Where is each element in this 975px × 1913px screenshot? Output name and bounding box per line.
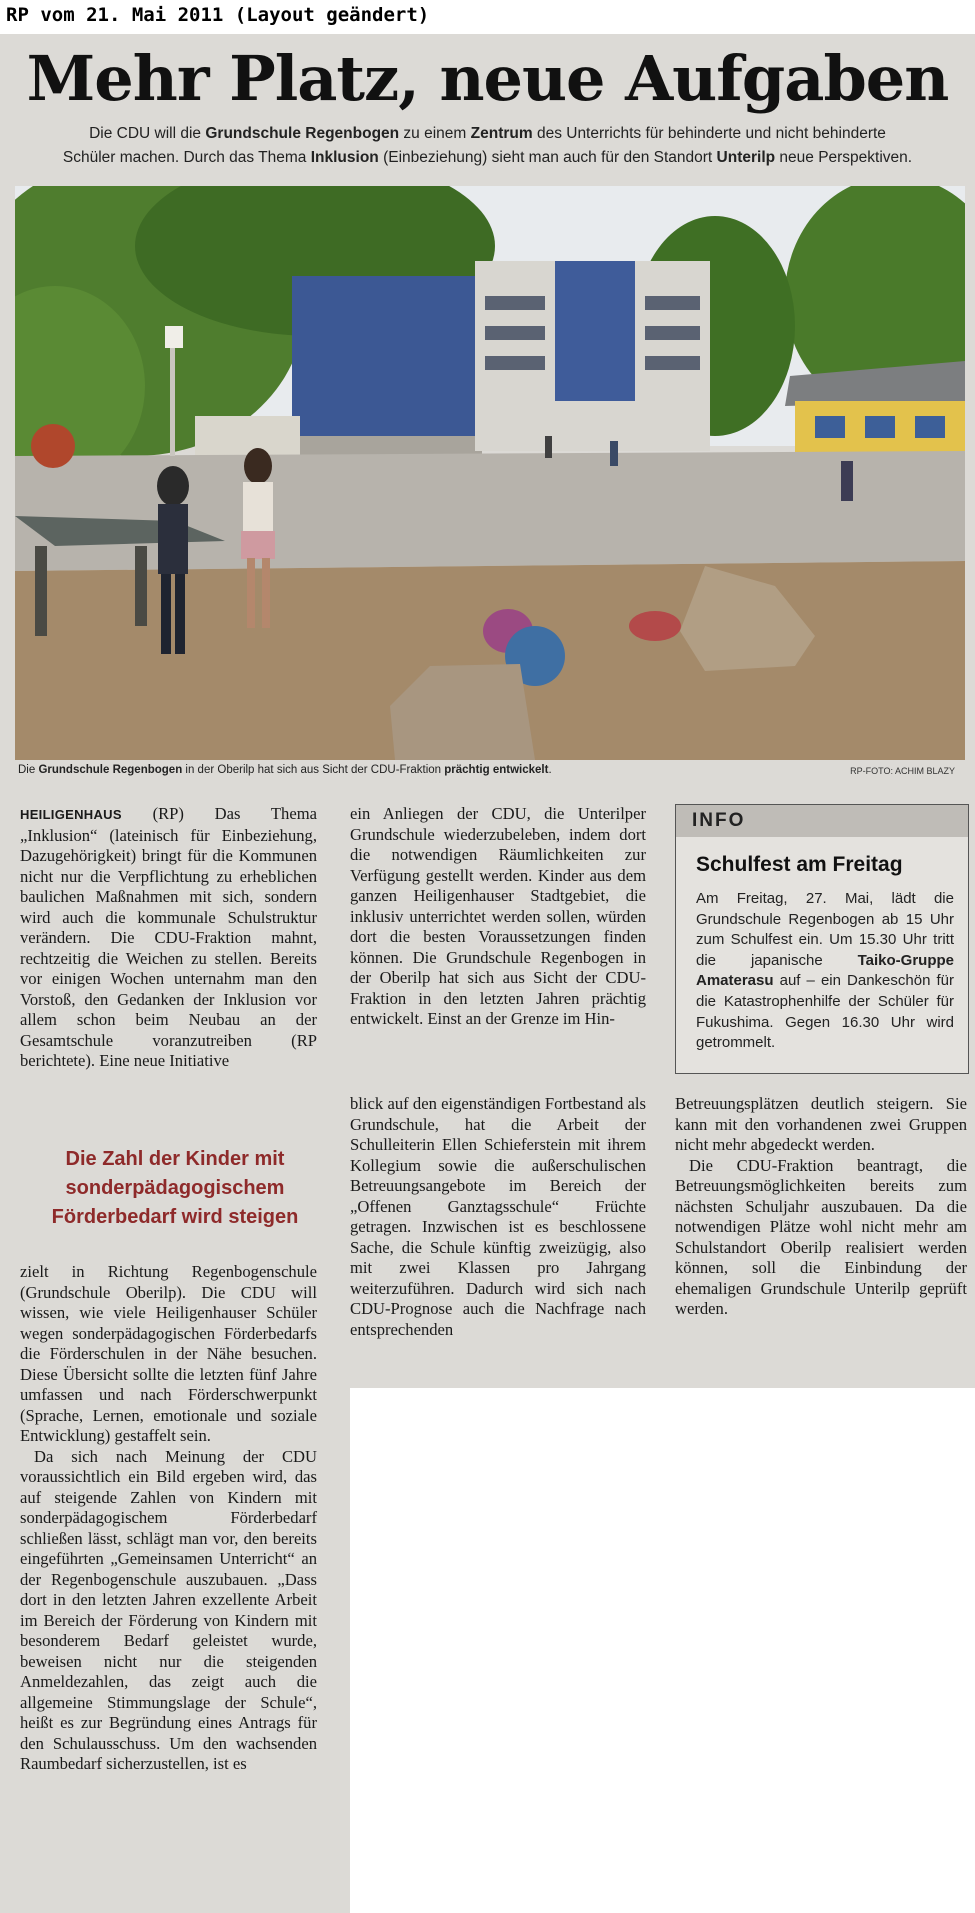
info-title: Schulfest am Freitag xyxy=(696,853,903,876)
article-column-2-top xyxy=(350,804,646,1030)
photo-credit: RP-FOTO: ACHIM BLAZY xyxy=(850,766,955,776)
article-column-2-bottom xyxy=(350,1094,646,1340)
paragraph: ein Anliegen der CDU, die Unterilper Grundschule wiederzubeleben, indem dort die notwendigen Räumlichkeiten zur Verfügung gestellt werden. Kinder aus dem ganzen Heiligenhauser Stadtgebiet, die inklusiv unterrichtet werden sollen, würden dort die besten Voraussetzungen finden können. Die Grundschule Regenbogen in der Oberilp hat sich aus Sicht der CDU-Fraktion in den letzten Jahren prächtig entwickelt. Einst an der Grenze im Hin- xyxy=(350,804,646,1028)
page-header-label: RP vom 21. Mai 2011 (Layout geändert) xyxy=(6,4,430,26)
info-tag: INFO xyxy=(692,810,746,831)
headline: Mehr Platz, neue Aufgaben xyxy=(26,42,949,115)
info-box xyxy=(675,804,969,1074)
article-column-3-bottom xyxy=(675,1094,967,1320)
photo-caption: Die Grundschule Regenbogen in der Oberilp hat sich aus Sicht der CDU-Fraktion prächtig entwickelt. xyxy=(18,764,552,776)
paragraph: Die CDU-Fraktion beantragt, die Betreuungsmöglichkeiten bereits zum nächsten Schuljahr auszubauen. Da die notwendigen Plätze wohl nicht mehr am Schulstandort Oberilp realisiert werden können, soll die Einbindung der ehemaligen Grundschule Unterilp geprüft werden. xyxy=(675,1155,967,1318)
article-column-1-bottom xyxy=(20,1262,317,1775)
paragraph: Da sich nach Meinung der CDU voraussichtlich ein Bild ergeben wird, das auf steigende Zahlen von Kindern mit sonderpädagogischem Förderbedarf schließen lässt, schlägt man vor, den bereits eingeführten „Gemeinsamen Unterricht“ an der Regenbogenschule auszubauen. „Dass dort in den letzten Jahren exzellente Arbeit im Bereich der Förderung von Kindern mit besonderem Bedarf geleistet wurde, beweisen nicht nur die steigenden Anmeldezahlen, das zeigt auch die allgemeine Stimmungslage der Schule“, heißt es zur Begründung eines Antrags für den Schulausschuss. Um den wachsenden Raumbedarf sicherzustellen, ist es xyxy=(20,1446,317,1773)
deck-text: Die CDU will die Grundschule Regenbogen zu einem Zentrum des Unterrichts für behinderte und nicht behinderte Schüler machen. Durch das Thema Inklusion (Einbeziehung) sieht man auch für den Standort Unterilp neue Perspektiven. xyxy=(62,125,913,166)
dateline: HEILIGENHAUS xyxy=(20,807,122,822)
paragraph: Betreuungsplätzen deutlich steigern. Sie kann mit den vorhandenen zwei Gruppen nicht mehr abgedeckt werden. xyxy=(675,1094,967,1154)
schoolyard-photo xyxy=(15,186,965,760)
column-text: (RP) Das Thema „Inklusion“ (lateinisch für Einbeziehung, Dazugehörigkeit) bringt für die Kommunen nicht nur die Verpflichtung zu erheblichen baulichen Maßnahmen mit sich, sondern wird auch die kommunale Schulstruktur verändern. Die CDU-Fraktion mahnt, rechtzeitig die Weichen zu stellen. Bereits vor einigen Wochen unternahm man den Vorstoß, den Gedanken der Inklusion vor allem schon beim Neubau an der Gesamtschule voranzutreiben (RP berichtete). Eine neue Initiative xyxy=(20,804,317,1070)
paragraph: blick auf den eigenständigen Fortbestand als Grundschule, hat die Arbeit der Schulleiterin Ellen Schieferstein mit ihrem Kollegium sowie die außerschulischen Betreuungsangebote im Bereich der „Offenen Ganztagsschule“ Früchte getragen. Inzwischen ist es beschlossene Sache, die Schule künftig zweizügig, also mit zwei Klassen pro Jahrgang weiterzuführen. Dadurch wird sich nach CDU-Prognose auch die Nachfrage nach entsprechenden xyxy=(350,1094,646,1339)
article-subheading: Die Zahl der Kinder mit sonderpädagogischem Förderbedarf wird steigen xyxy=(51,1148,299,1228)
paragraph: zielt in Richtung Regenbogenschule (Grundschule Oberilp). Die CDU will wissen, wie viele Heiligenhauser Schüler wegen sonderpädagogischen Förderbedarfs die Förderschulen in der Nähe besuchen. Diese Übersicht sollte die letzten fünf Jahre umfassen und nach Förderschwerpunkt (Sprache, Lernen, emotionale und soziale Entwicklung) gestaffelt sein. xyxy=(20,1262,317,1445)
article-column-1-top xyxy=(20,804,317,1072)
info-body: Am Freitag, 27. Mai, lädt die Grundschule Regenbogen ab 15 Uhr zum Schulfest ein. Um 15.30 Uhr tritt die japanische Taiko-Gruppe Amaterasu auf – ein Dankeschön für die Katastrophenhilfe der Schüler für Fukushima. Gegen 16.30 Uhr wird getrommelt. xyxy=(696,890,954,1052)
blank-area xyxy=(350,1388,975,1913)
